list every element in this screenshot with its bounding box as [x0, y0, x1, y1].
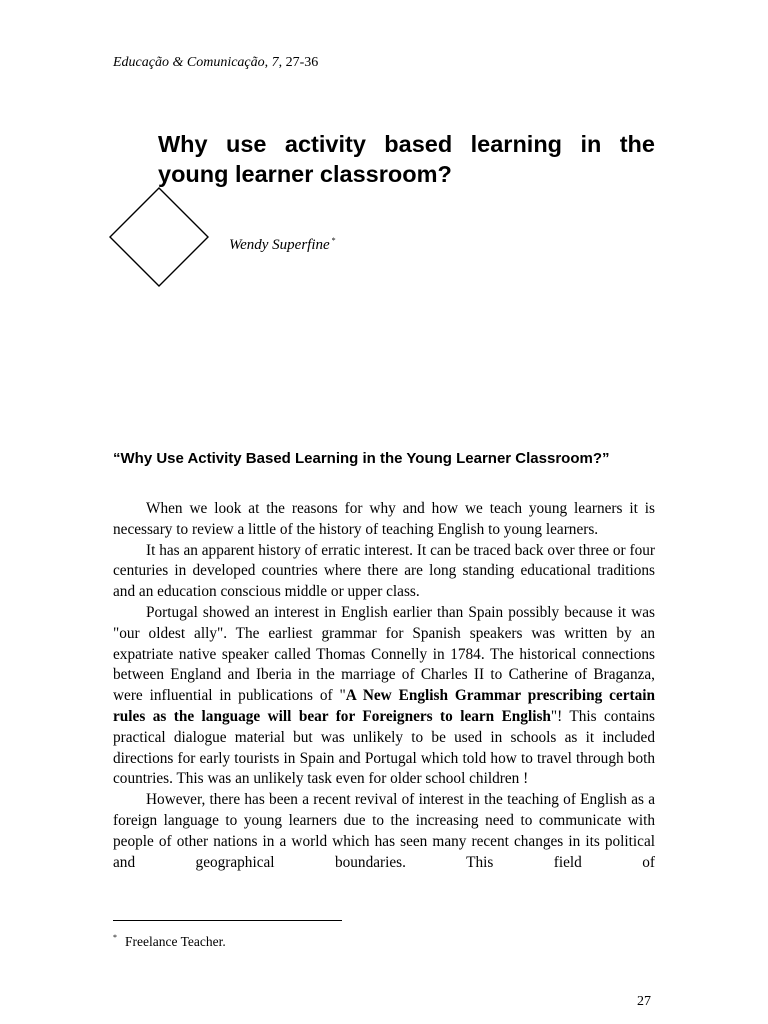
journal-name: Educação & Comunicação: [113, 55, 265, 70]
section-heading: “Why Use Activity Based Learning in the Young Learner Classroom?”: [113, 450, 610, 467]
paragraph-3-text-after: "! This contains practical dialogue material but was unlikely to be used in schools as it included directions for early tourists in Spain and Portugal which told how to travel through both countries. This was an unlikely task even for older school children !: [113, 707, 655, 788]
footnote-text: Freelance Teacher.: [125, 934, 226, 949]
article-title: Why use activity based learning in the young learner classroom?: [158, 131, 655, 187]
paragraph-2: It has an apparent history of erratic interest. It can be traced back over three or four centuries in developed countries where there are long standing educational traditions and an education conscious middle or upper class.: [113, 541, 655, 601]
running-head-separator: ,: [264, 55, 272, 70]
diamond-ornament: [109, 187, 209, 287]
paragraph-1: When we look at the reasons for why and how we teach young learners it is necessary to review a little of the history of teaching English to young learners.: [113, 500, 655, 538]
page-number: 27: [637, 994, 651, 1009]
paragraph-3: [113, 603, 655, 790]
author-byline: [229, 231, 336, 255]
grammar-book-title: A New English Grammar prescribing certain rules as the language will bear for Foreigners to learn English: [113, 687, 655, 725]
running-head: [113, 54, 318, 72]
journal-volume: 7: [271, 55, 279, 70]
author-name: Wendy Superfine: [229, 237, 330, 253]
journal-pages: , 27-36: [278, 55, 319, 70]
footnote-divider: [113, 920, 342, 921]
paragraph-3-text-before: Portugal showed an interest in English earlier than Spain possibly because it was "our oldest ally". The earliest grammar for Spanish speakers was written by an expatriate native speaker called Thomas Connelly in 1784. The historical connections between England and Iberia in the marriage of Charles II to Catherine of Braganza, were influential in publications of ": [113, 603, 655, 705]
paragraph-4: However, there has been a recent revival of interest in the teaching of English as a foreign language to young learners due to the increasing need to communicate with people of other nations in a world which has seen many recent changes in its political and geographical boundaries. This field of: [113, 791, 655, 871]
footnote-mark: *: [113, 933, 117, 942]
author-footnote-mark: *: [331, 236, 336, 245]
footnote: [113, 929, 226, 951]
body-text: [113, 499, 655, 873]
